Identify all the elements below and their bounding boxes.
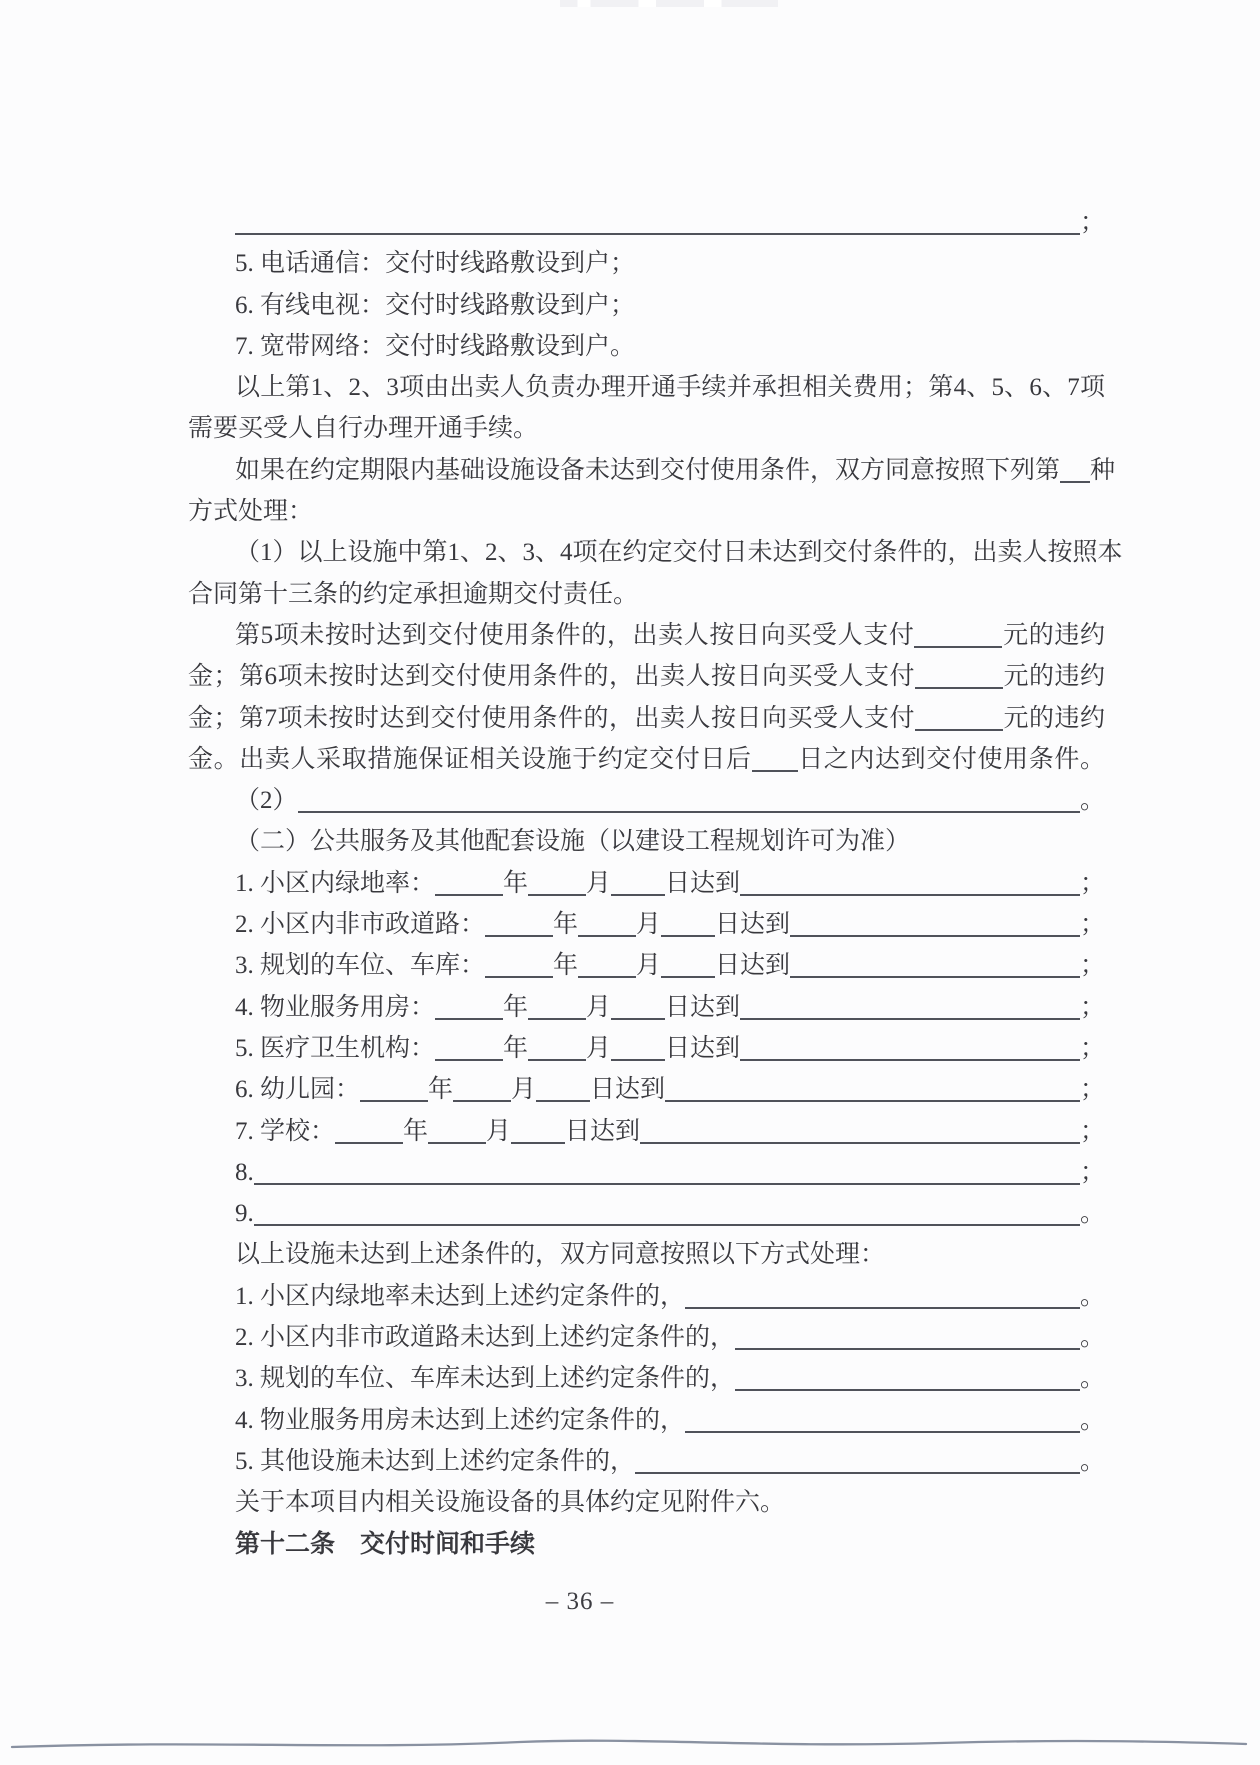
fill-in-blank	[528, 1018, 586, 1020]
text-run: 日达到	[590, 1076, 666, 1104]
text-run: 元的违约	[1002, 663, 1105, 691]
text-run: 4. 物业服务用房未达到上述约定条件的，	[235, 1406, 686, 1434]
item-phone	[188, 243, 1105, 284]
text-run: 。	[1079, 1282, 1105, 1310]
document-line	[188, 1111, 1105, 1152]
text-run: 6. 幼儿园：	[235, 1076, 361, 1104]
document-line	[188, 698, 1105, 739]
text-run: （2）	[235, 787, 298, 815]
fill-in-blank	[453, 1100, 511, 1102]
text-run: 如果在约定期限内基础设施设备未达到交付使用条件，双方同意按照下列第	[235, 456, 1061, 484]
text-run: 年	[503, 869, 529, 897]
item-broadband	[188, 326, 1105, 367]
text-run: 7. 学校：	[235, 1117, 336, 1145]
fill-in-blank	[740, 1059, 1080, 1061]
fill-in-blank	[1060, 481, 1090, 483]
text-run: 金；第6项未按时达到交付使用条件的，出卖人按日向买受人支付	[188, 663, 915, 691]
fill-in-blank	[915, 729, 1003, 731]
fill-in-blank	[428, 1142, 486, 1144]
text-run: ；	[1079, 1076, 1105, 1104]
fill-in-blank	[335, 1142, 403, 1144]
text-run: 。	[1079, 1365, 1105, 1393]
fill-in-blank	[485, 976, 553, 978]
text-run: 年	[503, 993, 529, 1021]
fill-in-blank	[435, 1059, 503, 1061]
text-run: ；	[1079, 911, 1105, 939]
text-run: 第5项未按时达到交付使用条件的，出卖人按日向买受人支付	[235, 621, 915, 649]
document-line	[188, 367, 1105, 408]
text-run: 日达到	[665, 869, 741, 897]
document-line	[188, 1276, 1105, 1317]
document-line	[188, 1069, 1105, 1110]
text-run: 元的违约	[1002, 621, 1105, 649]
text-run: 7. 宽带网络：交付时线路敷设到户。	[235, 332, 636, 360]
fill-in-blank	[640, 1142, 1080, 1144]
document-line	[188, 739, 1105, 780]
document-line	[188, 1482, 1105, 1523]
document-line	[188, 1441, 1105, 1482]
text-run: 。	[1079, 1200, 1105, 1228]
text-run: 金；第7项未按时达到交付使用条件的，出卖人按日向买受人支付	[188, 704, 915, 732]
fill-in-blank	[915, 687, 1003, 689]
document-line	[188, 987, 1105, 1028]
fill-in-blank	[435, 894, 503, 896]
scan-artifact-bottom-line	[0, 1732, 1260, 1758]
scan-artifact-top	[560, 0, 778, 7]
text-run: 3. 规划的车位、车库：	[235, 952, 486, 980]
section-2-heading	[188, 821, 1105, 862]
text-run: 5. 医疗卫生机构：	[235, 1034, 436, 1062]
fill-in-blank	[635, 1472, 1080, 1474]
text-run: 以上第1、2、3项由出卖人负责办理开通手续并承担相关费用；第4、5、6、7项	[235, 374, 1105, 402]
fill-in-blank	[528, 894, 586, 896]
text-run: 月	[486, 1117, 512, 1145]
text-run: 2. 小区内非市政道路未达到上述约定条件的，	[235, 1324, 736, 1352]
fill-in-blank	[528, 1059, 586, 1061]
text-run: 年	[553, 952, 579, 980]
text-run: 。	[1079, 1324, 1105, 1352]
text-run: 9.	[235, 1200, 254, 1228]
fill-in-blank	[685, 1307, 1080, 1309]
fill-in-blank	[665, 1100, 1080, 1102]
clause-2-blank	[188, 780, 1105, 821]
text-run: 2. 小区内非市政道路：	[235, 911, 486, 939]
document-line	[188, 1234, 1105, 1275]
fill-in-blank	[611, 894, 665, 896]
document-line	[188, 408, 1105, 449]
text-run: 种	[1090, 456, 1116, 484]
text-run: 日达到	[665, 1034, 741, 1062]
text-run: ；	[1079, 209, 1105, 236]
document-line	[188, 1028, 1105, 1069]
text-run: 月	[636, 952, 662, 980]
text-run: 月	[586, 993, 612, 1021]
document-line	[188, 491, 1105, 532]
fill-in-blank	[485, 935, 553, 937]
text-run: 4. 物业服务用房：	[235, 993, 436, 1021]
page-number: – 36 –	[545, 1588, 615, 1615]
fill-in-blank	[914, 646, 1002, 648]
text-run: 金。出卖人采取措施保证相关设施于约定交付日后	[188, 745, 752, 773]
text-run: ；	[1079, 1117, 1105, 1145]
text-run: ；	[1079, 869, 1105, 897]
fill-in-blank	[511, 1142, 565, 1144]
blank-fill-line	[188, 202, 1105, 243]
text-run: 5. 电话通信：交付时线路敷设到户；	[235, 250, 636, 278]
fill-in-blank	[611, 1018, 665, 1020]
document-line	[188, 904, 1105, 945]
text-run: ；	[1079, 993, 1105, 1021]
item-cable-tv	[188, 285, 1105, 326]
fill-in-blank	[790, 935, 1080, 937]
document-line	[188, 656, 1105, 697]
fill-in-blank	[254, 1224, 1080, 1226]
text-run: 日达到	[665, 993, 741, 1021]
text-run: ；	[1079, 952, 1105, 980]
fill-in-blank	[752, 770, 798, 772]
fill-in-blank	[578, 935, 636, 937]
text-run: ；	[1079, 1158, 1105, 1186]
text-run: 5. 其他设施未达到上述约定条件的，	[235, 1447, 636, 1475]
fill-in-blank	[435, 1018, 503, 1020]
fill-in-blank	[611, 1059, 665, 1061]
fill-in-blank	[360, 1100, 428, 1102]
fill-in-blank	[661, 976, 715, 978]
text-run: 1. 小区内绿地率：	[235, 869, 436, 897]
fill-in-blank	[661, 935, 715, 937]
text-run: 8.	[235, 1158, 254, 1186]
document-line	[188, 1152, 1105, 1193]
text-run: 需要买受人自行办理开通手续。	[188, 415, 539, 443]
text-run: 日达到	[715, 911, 791, 939]
text-run: 关于本项目内相关设施设备的具体约定见附件六。	[235, 1489, 786, 1517]
document-line	[188, 1358, 1105, 1399]
document-line	[188, 863, 1105, 904]
fill-in-blank	[298, 811, 1080, 813]
text-run: 年	[503, 1034, 529, 1062]
text-run: 6. 有线电视：交付时线路敷设到户；	[235, 291, 636, 319]
text-run: 。	[1079, 1447, 1105, 1475]
document-line	[188, 1317, 1105, 1358]
fill-in-blank	[254, 1183, 1080, 1185]
text-run: 。	[1079, 1406, 1105, 1434]
text-run: 。	[1079, 787, 1105, 815]
text-run: 月	[586, 1034, 612, 1062]
fill-in-blank	[740, 894, 1080, 896]
text-run: 年	[403, 1117, 429, 1145]
text-run: 月	[586, 869, 612, 897]
text-run: 1. 小区内绿地率未达到上述约定条件的，	[235, 1282, 686, 1310]
fill-in-blank	[235, 233, 1080, 235]
text-run: 年	[553, 911, 579, 939]
fill-in-blank	[740, 1018, 1080, 1020]
text-run: 第十二条 交付时间和手续	[235, 1530, 536, 1558]
text-run: （1）以上设施中第1、2、3、4项在约定交付日未达到交付条件的，出卖人按照本	[235, 539, 1123, 567]
document-line	[188, 615, 1105, 656]
document-line	[188, 1400, 1105, 1441]
fill-in-blank	[735, 1389, 1080, 1391]
text-run: 日达到	[715, 952, 791, 980]
text-run: 合同第十三条的约定承担逾期交付责任。	[188, 580, 639, 608]
text-run: 月	[511, 1076, 537, 1104]
text-run: 3. 规划的车位、车库未达到上述约定条件的，	[235, 1365, 736, 1393]
text-run: ；	[1079, 1034, 1105, 1062]
fill-in-blank	[685, 1431, 1080, 1433]
fill-in-blank	[790, 976, 1080, 978]
article-12-heading	[188, 1524, 1105, 1565]
text-run: 以上设施未达到上述条件的，双方同意按照以下方式处理：	[235, 1241, 886, 1269]
text-run: 方式处理：	[188, 498, 314, 526]
text-run: 年	[428, 1076, 454, 1104]
text-run: 日之内达到交付使用条件。	[797, 745, 1105, 773]
fill-in-blank	[536, 1100, 590, 1102]
document-line	[188, 945, 1105, 986]
document-line	[188, 574, 1105, 615]
text-run: 元的违约	[1002, 704, 1105, 732]
document-line	[188, 1193, 1105, 1234]
text-run: （二）公共服务及其他配套设施（以建设工程规划许可为准）	[235, 828, 911, 856]
document-body	[188, 202, 1123, 1565]
document-line	[188, 532, 1123, 573]
text-run: 日达到	[565, 1117, 641, 1145]
document-line	[188, 450, 1116, 491]
fill-in-blank	[578, 976, 636, 978]
fill-in-blank	[735, 1348, 1080, 1350]
text-run: 月	[636, 911, 662, 939]
